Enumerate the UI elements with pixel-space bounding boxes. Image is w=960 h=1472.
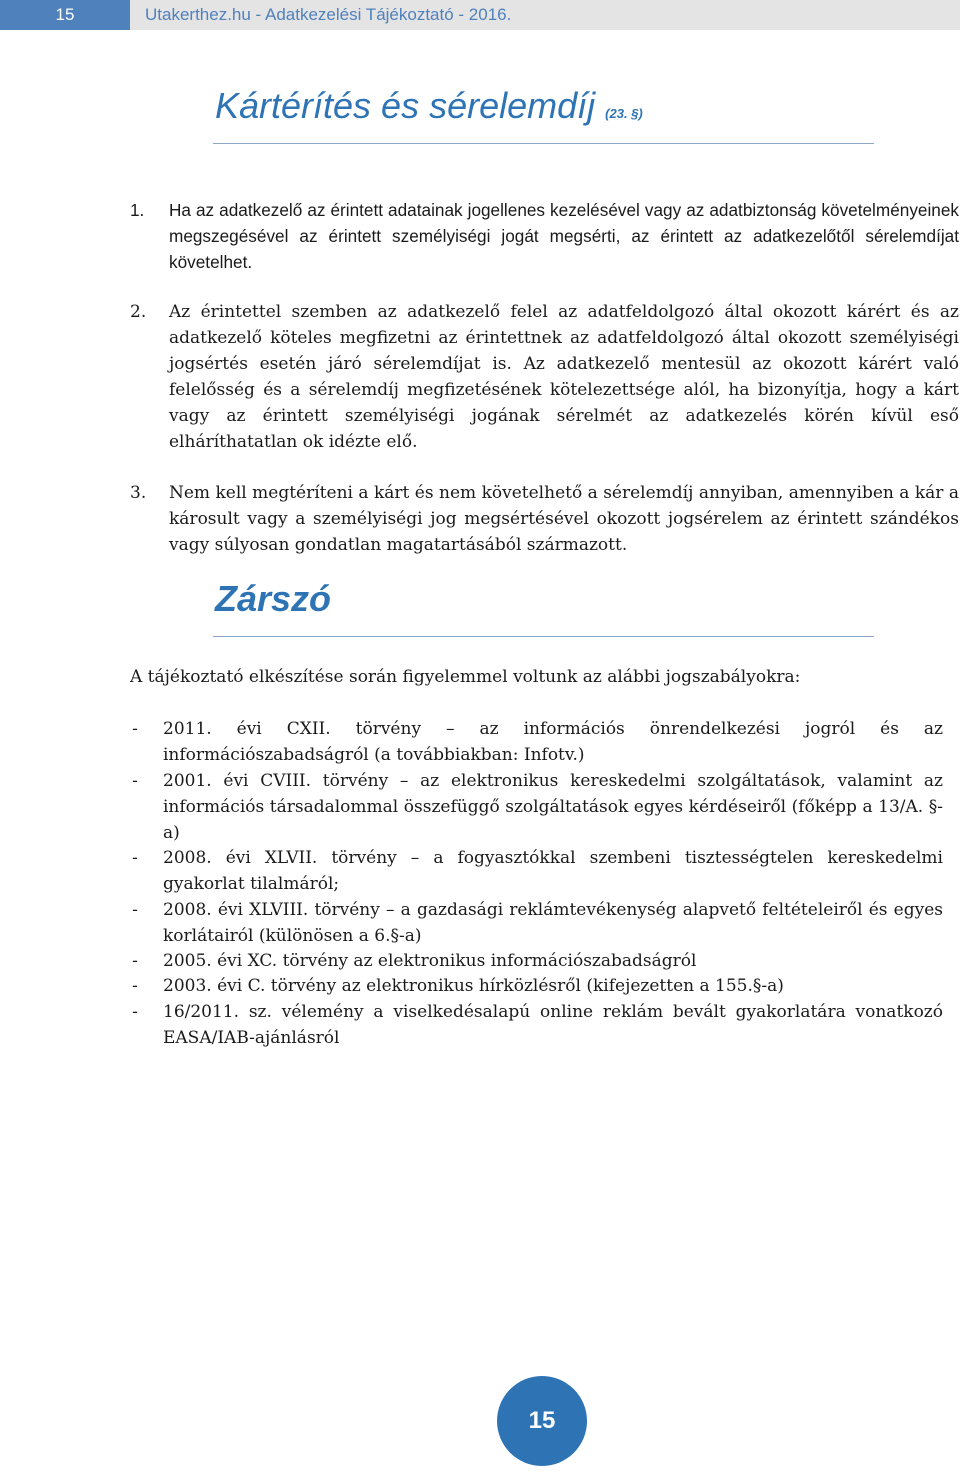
law-dash: - <box>132 848 138 868</box>
law-dash: - <box>132 951 138 971</box>
law-text: 2011. évi CXII. törvény – az információs önrendelkezési jogról és az információszabadságról (a továbbiakban: Infotv.) <box>163 719 943 765</box>
item-text: Ha az adatkezelő az érintett adatainak jogellenes kezelésével vagy az adatbiztonság követelményeinek megszegésével az érintett személyiségi jogát megsérti, az érintett az adatkezelőtől sérelemdíjat követelhet. <box>169 200 959 272</box>
law-dash: - <box>132 771 138 791</box>
header-page-number: 15 <box>0 0 130 30</box>
section-title-ref: (23. §) <box>605 106 643 121</box>
law-text: 2003. évi C. törvény az elektronikus hírközlésről (kifejezetten a 155.§-a) <box>163 976 784 996</box>
item-number: 1. <box>130 200 145 220</box>
law-text: 2008. évi XLVIII. törvény – a gazdasági reklámtevékenység alapvető feltételeiről és egyes korlátairól (különösen a 6.§-a) <box>163 900 943 946</box>
law-text: 2001. évi CVIII. törvény – az elektronikus kereskedelmi szolgáltatások, valamint az információs társadalommal összefüggő szolgáltatások egyes kérdéseiről (főképp a 13/A. §-a) <box>163 771 943 843</box>
closing-intro: A tájékoztató elkészítése során figyelemmel voltunk az alábbi jogszabályokra: <box>130 667 801 687</box>
item-number: 3. <box>130 483 147 503</box>
law-text: 2008. évi XLVII. törvény – a fogyasztókkal szembeni tisztességtelen kereskedelmi gyakorlat tilalmáról; <box>163 848 943 894</box>
law-dash: - <box>132 719 138 739</box>
section-title-closing: Zárszó <box>215 578 332 619</box>
law-text: 2005. évi XC. törvény az elektronikus információszabadságról <box>163 951 697 971</box>
item-number: 2. <box>130 302 147 322</box>
law-dash: - <box>132 1002 138 1022</box>
footer-page-number: 15 <box>528 1407 556 1434</box>
footer-page-badge <box>497 1376 587 1466</box>
law-dash: - <box>132 976 138 996</box>
item-text: Az érintettel szemben az adatkezelő felel az adatfeldolgozó által okozott kárért és az adatkezelő köteles megfizetni az érintettnek az adatfeldolgozó által okozott személyiségi jogsértés esetén járó sérelemdíjat is. Az adatkezelő mentesül az okozott kárért való felelősség és a sérelemdíj megfizetésének kötelezettsége alól, ha bizonyítja, hogy a kárt vagy az érintett személyiségi jogának sérelmét az adatkezelés körén kívül eső elháríthatatlan ok idézte elő. <box>169 302 959 452</box>
law-dash: - <box>132 900 138 920</box>
section-title-text: Kártérítés és sérelemdíj <box>215 85 596 126</box>
header-title: Utakerthez.hu - Adatkezelési Tájékoztató - 2016. <box>145 5 512 24</box>
law-text: 16/2011. sz. vélemény a viselkedésalapú online reklám bevált gyakorlatára vonatkozó EASA/IAB-ajánlásról <box>163 1002 943 1048</box>
section-title-damages <box>215 82 643 138</box>
section-divider <box>213 143 874 144</box>
item-text: Nem kell megtéríteni a kárt és nem követelhető a sérelemdíj annyiban, amennyiben a kár a károsult vagy a személyiségi jog megsértésével okozott jogsérelem az érintett szándékos vagy súlyosan gondatlan magatartásából származott. <box>169 483 959 555</box>
section-divider <box>213 636 874 637</box>
